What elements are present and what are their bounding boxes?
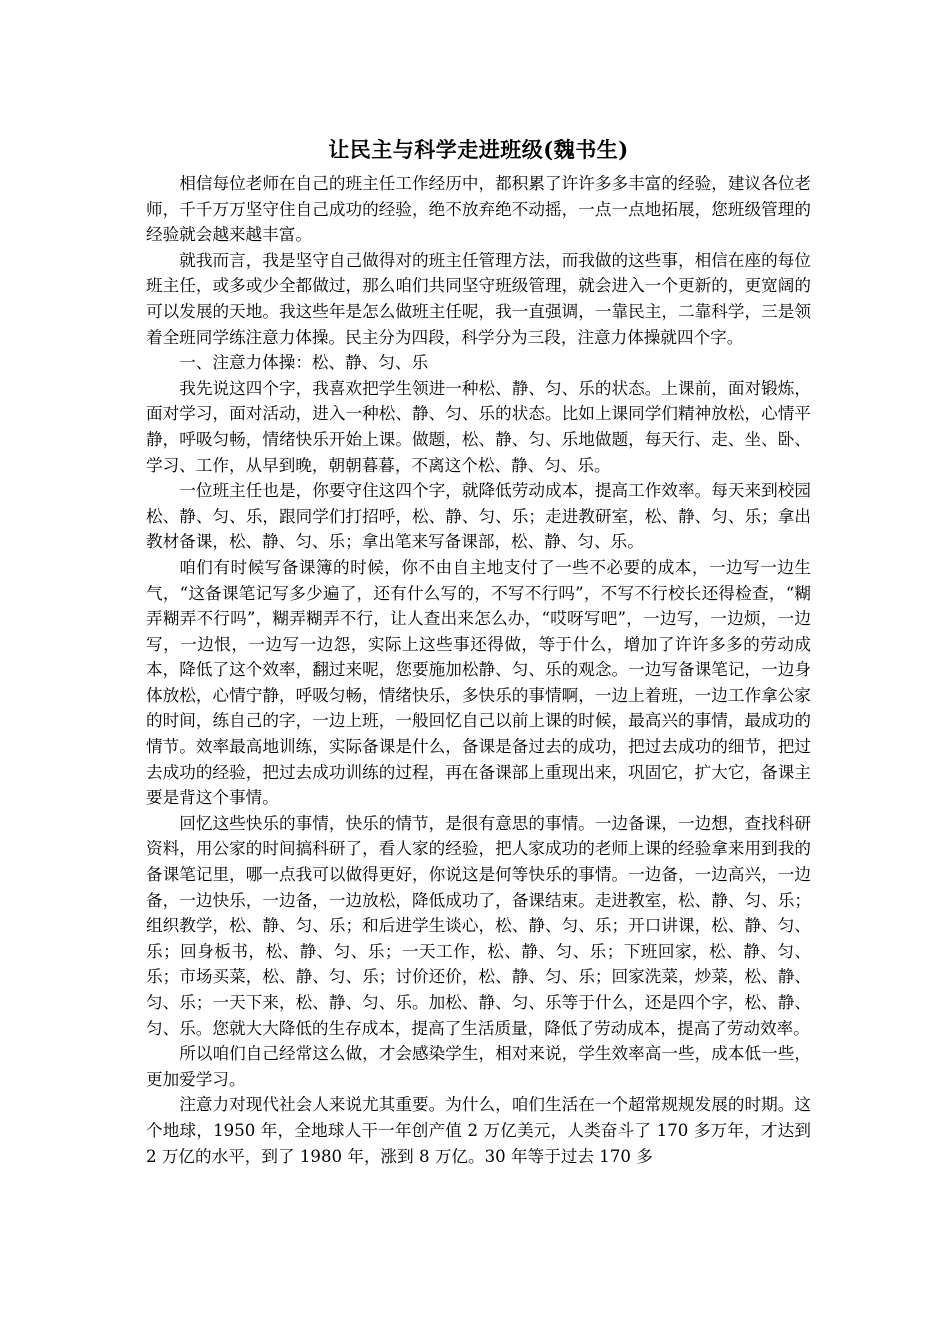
paragraph-four-words: 我先说这四个字，我喜欢把学生领进一种松、静、匀、乐的状态。上课前，面对锻炼，面对学习，面对活动，进入一种松、静、匀、乐的状态。比如上课同学们精神放松，心情平静，呼吸匀畅，情绪快乐开始上课。做题，松、静、匀、乐地做题，每天行、走、坐、卧、学习、工作，从早到晚，朝朝暮暮，不离这个松、静、匀、乐。 — [146, 378, 811, 475]
document-body — [146, 171, 811, 1169]
paragraph-intro: 相信每位老师在自己的班主任工作经历中，都积累了许许多多丰富的经验，建议各位老师，千千万万坚守住自己成功的经验，绝不放弃绝不动摇，一点一点地拓展，您班级管理的经验就会越来越丰富。 — [146, 174, 811, 245]
paragraph-lesson-plan: 咱们有时候写备课簿的时候，你不由自主地支付了一些不必要的成本，一边写一边生气，“这备课笔记写多少遍了，还有什么写的，不写不行吗”，不写不行校长还得检查，“糊弄糊弄不行吗”，糊弄糊弄不行，让人查出来怎么办，“哎呀写吧”，一边写，一边烦，一边写，一边恨，一边写一边怨，实际上这些事还得做，等于什么，增加了许许多多的劳动成本，降低了这个效率，翻过来呢，您要施加松静、匀、乐的观念。一边写备课笔记，一边身体放松，心情宁静，呼吸匀畅，情绪快乐，多快乐的事情啊，一边上着班，一边工作拿公家的时间，练自己的字，一边上班，一般回忆自己以前上课的时候，最高兴的事情，最成功的情节。效率最高地训练，实际备课是什么，备课是备过去的成功，把过去成功的细节，把过去成功的经验，把过去成功训练的过程，再在备课部上重现出来，巩固它，扩大它，备课主要是背这个事情。 — [146, 557, 811, 808]
paragraph-influence-students: 所以咱们自己经常这么做，才会感染学生，相对来说，学生效率高一些，成本低一些，更加爱学习。 — [146, 1044, 811, 1089]
document-title: 让民主与科学走进班级(魏书生) — [328, 137, 629, 162]
paragraph-personal-approach: 就我而言，我是坚守自己做得对的班主任管理方法，而我做的这些事，相信在座的每位班主任，或多或少全都做过，那么咱们共同坚守班级管理，就会进入一个更新的，更宽阔的可以发展的天地。我这些年是怎么做班主任呢，我一直强调，一靠民主，二靠科学，三是领着全班同学练注意力体操。民主分为四段，科学分为三段，注意力体操就四个字。 — [146, 250, 811, 347]
paragraph-teacher-efficiency: 一位班主任也是，你要守住这四个字，就降低劳动成本，提高工作效率。每天来到校园松、静、匀、乐，跟同学们打招呼，松、静、匀、乐；走进教研室，松、静、匀、乐；拿出教材备课，松、静、匀、乐；拿出笔来写备课部，松、静、匀、乐。 — [146, 481, 811, 552]
paragraph-attention-importance: 注意力对现代社会人来说尤其重要。为什么，咱们生活在一个超常规规发展的时期。这个地球，1950 年，全地球人干一年创产值 2 万亿美元，人类奋斗了 170 多万年，才达到 2 万亿的水平，到了 1980 年，涨到 8 万亿。30 年等于过去 170 多 — [146, 1095, 811, 1166]
section-heading-attention-exercise: 一、注意力体操：松、静、匀、乐 — [179, 353, 429, 373]
paragraph-happy-memories: 回忆这些快乐的事情，快乐的情节，是很有意思的事情。一边备课，一边想，查找科研资料，用公家的时间搞科研了，看人家的经验，把人家成功的老师上课的经验拿来用到我的备课笔记里，哪一点我可以做得更好，你说这是何等快乐的事情。一边备，一边高兴，一边备，一边快乐，一边备，一边放松，降低成功了，备课结束。走进教室，松、静、匀、乐；组织教学，松、静、匀、乐；和后进学生谈心，松、静、匀、乐；开口讲课，松、静、匀、乐；回身板书，松、静、匀、乐；一天工作，松、静、匀、乐；下班回家，松、静、匀、乐；市场买菜，松、静、匀、乐；讨价还价，松、静、匀、乐；回家洗菜，炒菜，松、静、匀、乐；一天下来，松、静、匀、乐。加松、静、匀、乐等于什么，还是四个字，松、静、匀、乐。您就大大降低的生存成本，提高了生活质量，降低了劳动成本，提高了劳动效率。 — [146, 813, 811, 1038]
document-page — [146, 133, 811, 1169]
